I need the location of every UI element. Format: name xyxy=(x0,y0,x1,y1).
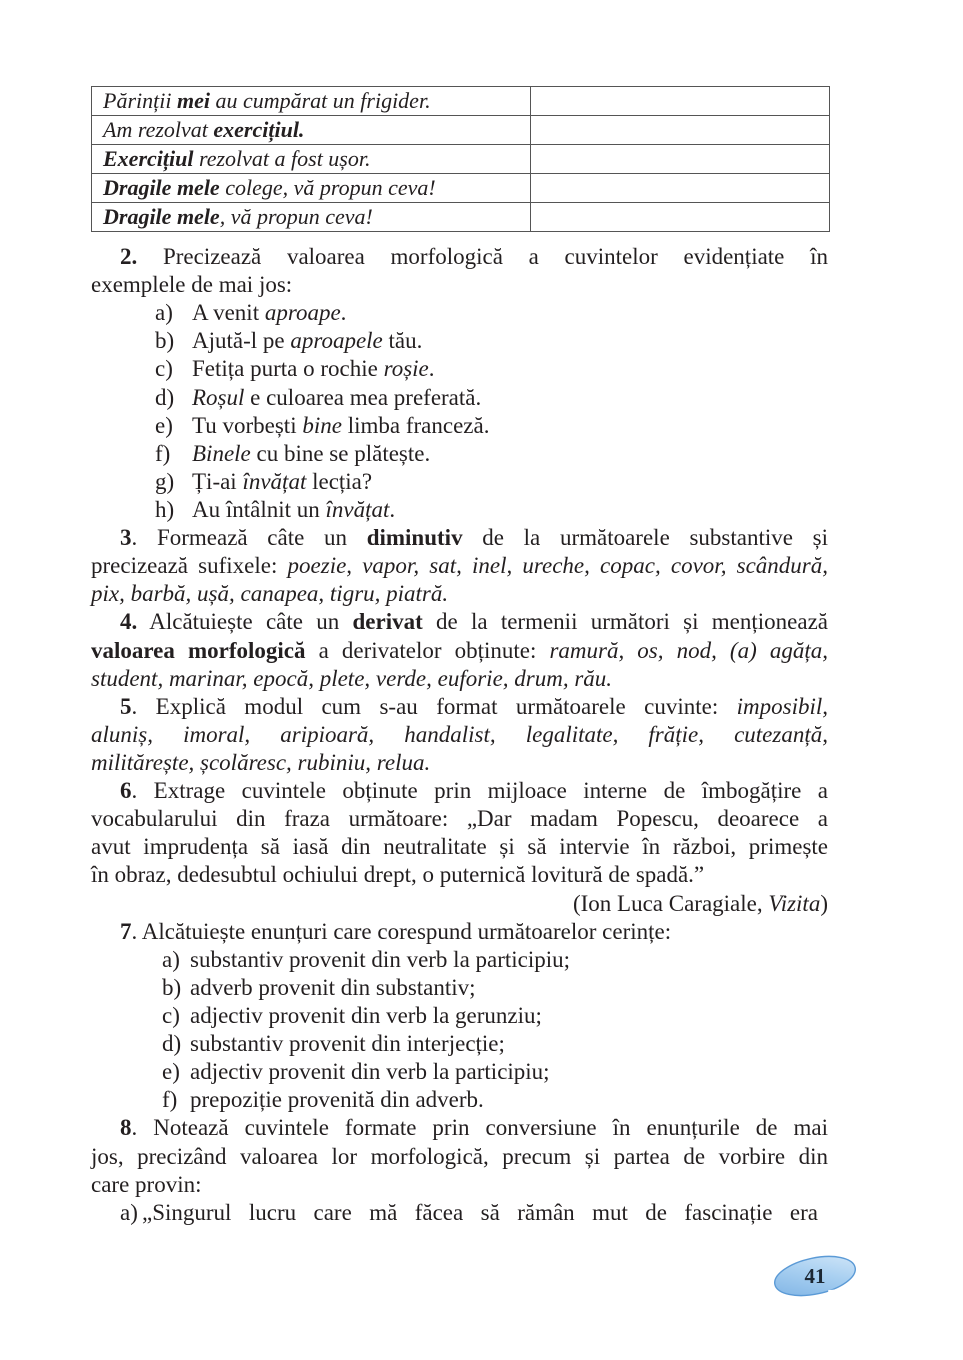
sentence-text: , vă propun ceva! xyxy=(219,204,373,229)
list-item xyxy=(91,327,828,355)
exercise-number: 6 xyxy=(120,778,132,804)
instruction-line xyxy=(91,665,828,693)
highlighted-word: învățat xyxy=(242,468,307,494)
exercise-number: 8 xyxy=(120,1115,132,1141)
sentence-text: rezolvat a fost ușor. xyxy=(193,146,371,171)
instruction-line xyxy=(91,777,828,805)
item-label: d) xyxy=(162,1031,182,1057)
exercise-3 xyxy=(91,524,828,608)
exercise-7 xyxy=(91,918,828,1115)
citation-close: ) xyxy=(820,890,828,916)
instruction-line xyxy=(91,749,828,777)
item-text: adjectiv provenit din verb la participiu; xyxy=(190,1059,550,1085)
emphasized-words: Dragile mele xyxy=(103,204,220,229)
instruction-text: care provin: xyxy=(91,1171,202,1197)
word-list: aluniș, imoral, aripioară, handalist, legalitate, frăție, cutezanță, xyxy=(91,721,828,747)
instruction-line xyxy=(91,1171,828,1199)
key-term: derivat xyxy=(352,609,423,635)
exercise-number: 5 xyxy=(120,693,132,719)
exercise-list xyxy=(91,243,828,1227)
instruction-line xyxy=(91,608,828,636)
item-text: prepoziție provenită din adverb. xyxy=(190,1087,484,1113)
list-item xyxy=(91,1030,828,1058)
word-list: imposibil, xyxy=(736,693,828,719)
sentence-text: colege, vă propun ceva! xyxy=(219,175,436,200)
instruction-text: . Explică modul cum s-au format următoarele cuvinte: xyxy=(131,693,737,719)
item-label: f) xyxy=(155,440,171,466)
word-list: student, marinar, epocă, plete, verde, euforie, drum, rău. xyxy=(91,665,613,691)
list-item xyxy=(91,946,828,974)
key-term: valoarea morfologică xyxy=(91,637,306,663)
highlighted-word: roșie xyxy=(383,356,429,382)
item-text: Ți-ai xyxy=(192,468,243,494)
list-item xyxy=(91,412,828,440)
item-text: Tu vorbești xyxy=(192,412,303,438)
table-row xyxy=(92,174,830,203)
item-text: „Singurul lucru care mă făcea să rămân mut de fascinație era xyxy=(142,1199,818,1225)
emphasized-words: Dragile mele xyxy=(103,175,220,200)
emphasized-words: exercițiul. xyxy=(213,117,305,142)
exercise-8 xyxy=(91,1114,828,1226)
instruction-line xyxy=(91,805,828,833)
instruction-text: jos, precizând valoarea lor morfologică, precum și partea de vorbire din xyxy=(91,1143,828,1169)
item-text: Fetița purta o rochie xyxy=(192,356,384,382)
highlighted-word: Roșul xyxy=(192,384,245,410)
instruction-text: . Formează câte un xyxy=(131,525,367,551)
instruction-text: de la termenii următori și menționează xyxy=(422,609,828,635)
item-text: tău. xyxy=(382,328,423,354)
item-text: cu bine se plătește. xyxy=(250,440,431,466)
exercise-number: 3 xyxy=(120,525,132,551)
answer-cell xyxy=(531,116,830,145)
answer-cell xyxy=(531,174,830,203)
instruction-text: avut imprudența să iasă din neutralitate și să intervie în război, primește xyxy=(91,834,828,860)
list-item xyxy=(91,1199,828,1227)
highlighted-word: aproapele xyxy=(290,328,383,354)
instruction-text: a derivatelor obținute: xyxy=(305,637,550,663)
item-text: . xyxy=(428,356,435,382)
sentence-cell xyxy=(92,116,531,145)
instruction-line xyxy=(91,1114,828,1142)
instruction-line xyxy=(91,580,828,608)
list-item xyxy=(91,468,828,496)
list-item xyxy=(91,1058,828,1086)
item-text: adjectiv provenit din verb la gerunziu; xyxy=(190,1002,542,1028)
item-text: limba franceză. xyxy=(341,412,490,438)
item-label: c) xyxy=(155,356,173,382)
item-text: substantiv provenit din verb la participiu; xyxy=(190,946,571,972)
instruction-text: exemplele de mai jos: xyxy=(91,272,293,298)
instruction-line xyxy=(91,243,828,271)
item-text: lecția? xyxy=(306,468,373,494)
list-item xyxy=(91,440,828,468)
answer-cell xyxy=(531,145,830,174)
instruction-line xyxy=(91,833,828,861)
item-label: c) xyxy=(162,1002,180,1028)
answer-cell xyxy=(531,87,830,116)
list-item xyxy=(91,384,828,412)
item-text: . xyxy=(340,300,347,326)
example-sentences-table xyxy=(91,86,830,232)
item-text: . xyxy=(389,496,396,522)
table-row xyxy=(92,116,830,145)
instruction-line xyxy=(91,918,828,946)
sentence-cell xyxy=(92,87,531,116)
item-label: e) xyxy=(162,1059,180,1085)
table-row xyxy=(92,87,830,116)
instruction-line xyxy=(91,552,828,580)
item-text: Ajută-l pe xyxy=(192,328,291,354)
item-text: substantiv provenit din interjecție; xyxy=(190,1031,505,1057)
instruction-text: . Notează cuvintele formate prin conversiune în enunțurile de mai xyxy=(131,1115,828,1141)
instruction-line xyxy=(91,861,828,889)
sentence-text: Părinții xyxy=(103,88,177,113)
instruction-line xyxy=(91,637,828,665)
sentence-text: Am rezolvat xyxy=(103,117,214,142)
instruction-text: Precizează valoarea morfologică a cuvintelor evidențiate în xyxy=(137,244,828,269)
exercise-6 xyxy=(91,777,828,918)
citation-title: Vizita xyxy=(768,890,821,916)
item-text: adverb provenit din substantiv; xyxy=(190,974,476,1000)
instruction-line xyxy=(91,721,828,749)
instruction-line xyxy=(91,1143,828,1171)
item-label: d) xyxy=(155,384,175,410)
word-list: ramură, os, nod, (a) agăța, xyxy=(549,637,828,663)
key-term: diminutiv xyxy=(366,525,463,551)
instruction-text: . Alcătuiește enunțuri care corespund următoarelor cerințe: xyxy=(131,918,672,944)
list-item xyxy=(91,355,828,383)
sentence-cell xyxy=(92,174,531,203)
instruction-text: . Extrage cuvintele obținute prin mijloace interne de îmbogățire a xyxy=(131,778,828,804)
word-list: poezie, vapor, sat, inel, ureche, copac, covor, scândură, xyxy=(287,553,828,579)
instruction-line xyxy=(91,271,828,299)
list-item xyxy=(91,1002,828,1030)
exercise-number: 7 xyxy=(120,918,132,944)
exercise-number: 4. xyxy=(120,609,138,635)
instruction-text: în obraz, dedesubtul ochiului drept, o puternică lovitură de spadă.” xyxy=(91,862,705,888)
highlighted-word: bine xyxy=(302,412,342,438)
answer-cell xyxy=(531,203,830,232)
instruction-text: de la următoarele substantive și xyxy=(462,525,828,551)
item-label: a) xyxy=(120,1199,138,1225)
list-item xyxy=(91,1086,828,1114)
sentence-cell xyxy=(92,145,531,174)
list-item xyxy=(91,974,828,1002)
exercise-4 xyxy=(91,608,828,692)
item-label: f) xyxy=(162,1087,178,1113)
item-text: Au întâlnit un xyxy=(192,496,326,522)
exercise-number: 2. xyxy=(120,244,138,269)
citation-author: (Ion Luca Caragiale, xyxy=(572,890,769,916)
instruction-line xyxy=(91,693,828,721)
table-row xyxy=(92,145,830,174)
instruction-text: vocabularului din fraza următoare: „Dar madam Popescu, deoarece a xyxy=(91,806,828,832)
sentence-cell xyxy=(92,203,531,232)
highlighted-word: învățat xyxy=(325,496,390,522)
sentence-text: au cumpărat un frigider. xyxy=(209,88,431,113)
instruction-text: precizează sufixele: xyxy=(91,553,288,579)
emphasized-words: mei xyxy=(176,88,210,113)
exercise-5 xyxy=(91,693,828,777)
exercise-2 xyxy=(91,243,828,524)
instruction-line xyxy=(91,524,828,552)
item-label: b) xyxy=(162,974,182,1000)
highlighted-word: aproape xyxy=(264,300,341,326)
list-item xyxy=(91,496,828,524)
item-label: g) xyxy=(155,468,175,494)
item-text: A venit xyxy=(192,300,265,326)
item-label: a) xyxy=(155,300,173,326)
instruction-text: Alcătuiește câte un xyxy=(137,609,353,635)
table-row xyxy=(92,203,830,232)
page-number: 41 xyxy=(804,1264,826,1288)
item-label: b) xyxy=(155,328,175,354)
list-item xyxy=(91,299,828,327)
item-text: e culoarea mea preferată. xyxy=(244,384,482,410)
highlighted-word: Binele xyxy=(192,440,251,466)
source-citation xyxy=(91,890,828,918)
word-list: pix, barbă, ușă, canapea, tigru, piatră. xyxy=(91,581,449,607)
word-list: militărește, școlăresc, rubiniu, relua. xyxy=(91,749,431,775)
item-label: e) xyxy=(155,412,173,438)
emphasized-words: Exercițiul xyxy=(103,146,194,171)
item-label: h) xyxy=(155,496,175,522)
item-label: a) xyxy=(162,946,180,972)
